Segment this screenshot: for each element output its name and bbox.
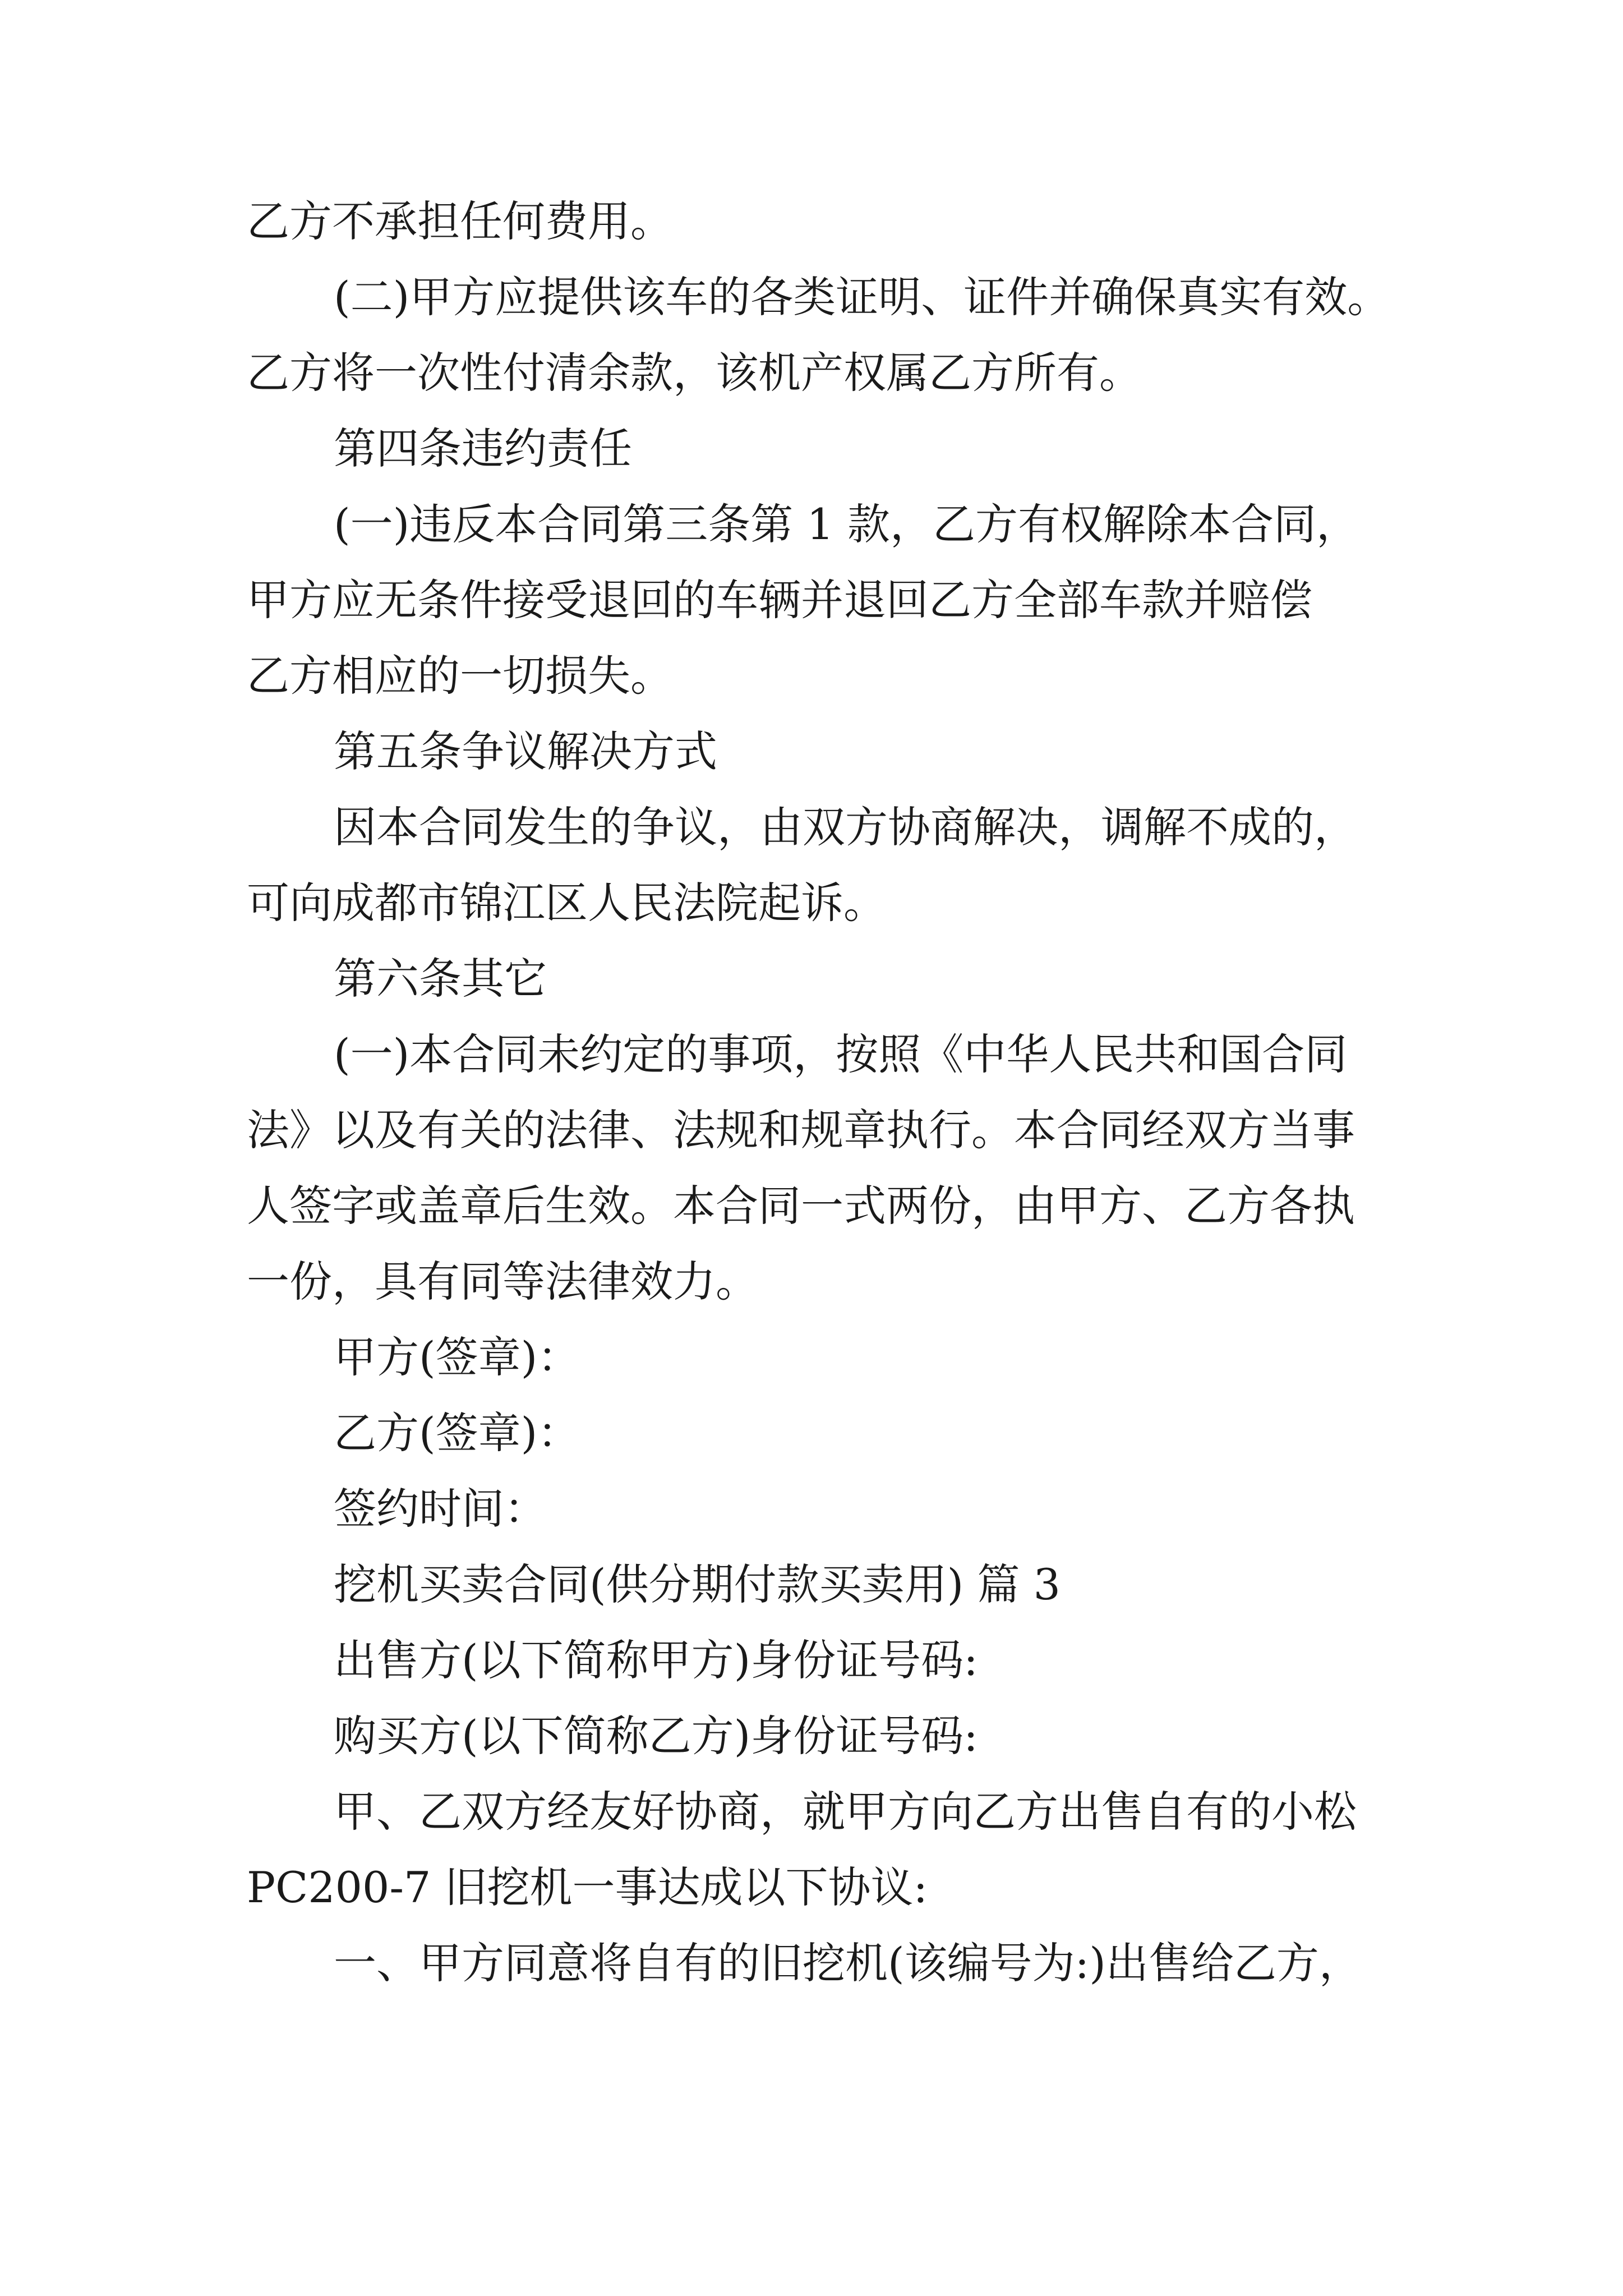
signature-party-b: 乙方(签章)： [334,1408,580,1458]
text-line: 甲、乙双方经友好协商，就甲方向乙方出售自有的小松 [334,1787,1357,1837]
section-heading: 第五条争议解决方式 [334,726,717,776]
contract-title: 挖机买卖合同(供分期付款买卖用) 篇 3 [334,1559,1061,1609]
signature-party-a: 甲方(签章)： [334,1332,580,1382]
text-line: PC200-7 旧挖机一事达成以下协议: [247,1862,928,1912]
signing-date: 签约时间： [334,1484,547,1534]
text-line: 一份，具有同等法律效力。 [247,1257,758,1306]
text-line: (一)本合同未约定的事项，按照《中华人民共和国合同 [334,1029,1348,1079]
text-line: 人签字或盖章后生效。本合同一式两份，由甲方、乙方各执 [247,1181,1355,1231]
text-line: 可向成都市锦江区人民法院起诉。 [247,878,886,928]
text-line: 乙方将一次性付清余款，该机产权属乙方所有。 [247,348,1142,398]
buyer-id: 购买方(以下简称乙方)身份证号码: [334,1711,978,1761]
section-heading: 第四条违约责任 [334,424,632,473]
seller-id: 出售方(以下简称甲方)身份证号码: [334,1635,978,1685]
text-line: 乙方相应的一切损失。 [247,651,673,701]
text-line: 法》以及有关的法律、法规和规章执行。本合同经双方当事 [247,1105,1355,1155]
text-line: (二)甲方应提供该车的各类证明、证件并确保真实有效。 [334,272,1390,322]
text-line: 因本合同发生的争议，由双方协商解决，调解不成的， [334,802,1357,852]
text-line: 甲方应无条件接受退回的车辆并退回乙方全部车款并赔偿 [247,575,1312,625]
text-line: 一、甲方同意将自有的旧挖机(该编号为:)出售给乙方， [334,1938,1362,1988]
section-heading: 第六条其它 [334,954,547,1004]
text-line: (一)违反本合同第三条第 1 款，乙方有权解除本合同， [334,499,1359,549]
text-line: 乙方不承担任何费用。 [247,196,673,246]
